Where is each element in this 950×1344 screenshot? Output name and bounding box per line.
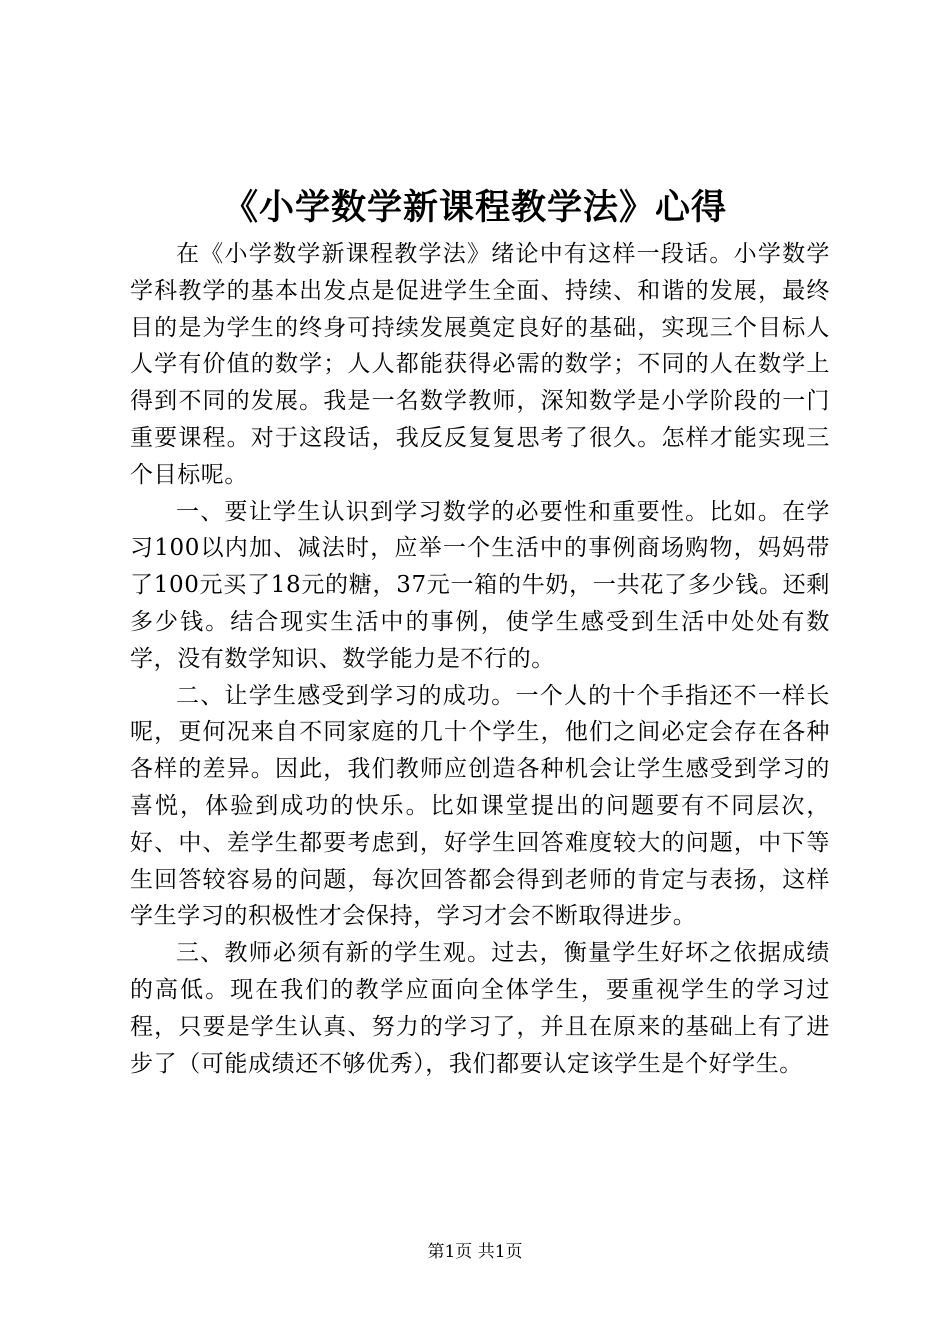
document-body bbox=[130, 236, 830, 1082]
paragraph-point-three: 三、教师必须有新的学生观。过去，衡量学生好坏之依据成绩的高低。现在我们的教学应面向全体学生，要重视学生的学习过程，只要是学生认真、努力的学习了，并且在原来的基础上有了进步了（可能成绩还不够优秀），我们都要认定该学生是个好学生。 bbox=[130, 940, 830, 1077]
document-title: 《小学数学新课程教学法》心得 bbox=[222, 187, 727, 228]
page-number-footer: 第1页 共1页 bbox=[427, 1242, 523, 1262]
paragraph-point-one: 一、要让学生认识到学习数学的必要性和重要性。比如。在学习100以内加、减法时，应举一个生活中的事例商场购物，妈妈带了100元买了18元的糖，37元一箱的牛奶，一共花了多少钱。还剩多少钱。结合现实生活中的事例，使学生感受到生活中处处有数学，没有数学知识、数学能力是不行的。 bbox=[130, 498, 830, 672]
paragraph-intro: 在《小学数学新课程教学法》绪论中有这样一段话。小学数学学科教学的基本出发点是促进学生全面、持续、和谐的发展，最终目的是为学生的终身可持续发展奠定良好的基础，实现三个目标人人学有价值的数学；人人都能获得必需的数学；不同的人在数学上得到不同的发展。我是一名数学教师，深知数学是小学阶段的一门重要课程。对于这段话，我反反复复思考了很久。怎样才能实现三个目标呢。 bbox=[130, 241, 830, 488]
paragraph-point-two: 二、让学生感受到学习的成功。一个人的十个手指还不一样长呢，更何况来自不同家庭的几十个学生，他们之间必定会存在各种各样的差异。因此，我们教师应创造各种机会让学生感受到学习的喜悦，体验到成功的快乐。比如课堂提出的问题要有不同层次，好、中、差学生都要考虑到，好学生回答难度较大的问题，中下等生回答较容易的问题，每次回答都会得到老师的肯定与表扬，这样学生学习的积极性才会保持，学习才会不断取得进步。 bbox=[130, 682, 830, 930]
